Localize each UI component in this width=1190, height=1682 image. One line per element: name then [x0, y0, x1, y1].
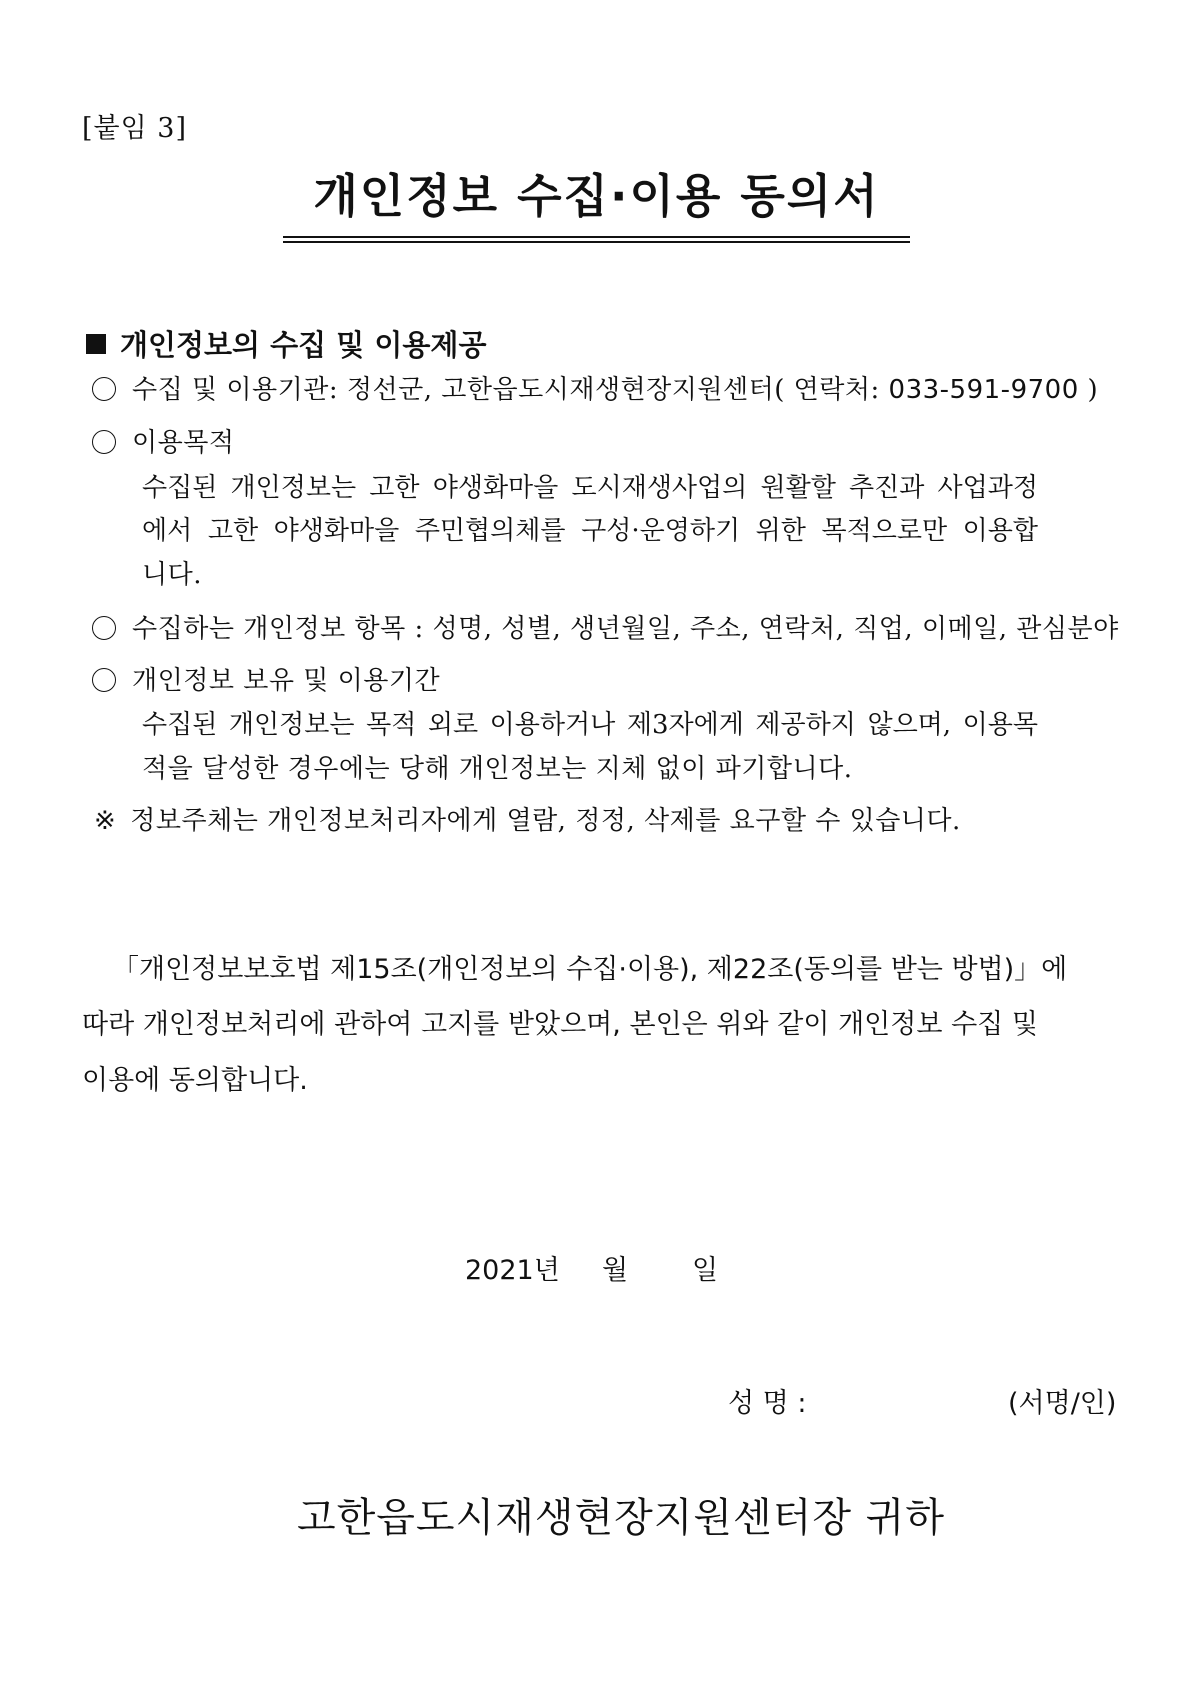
document-title: 개인정보 수집·이용 동의서: [313, 169, 880, 223]
circle-bullet-icon: [92, 377, 116, 401]
purpose-title: 이용목적: [132, 428, 235, 458]
retention-line-2: 적을 달성한 경우에는 당해 개인정보는 지체 없이 파기합니다.: [142, 754, 853, 784]
date-month: 월: [602, 1255, 629, 1286]
section-heading: [86, 323, 486, 364]
circle-bullet-icon: [92, 668, 116, 692]
purpose-line-1: 수집된 개인정보는 고한 야생화마을 도시재생사업의 원활할 추진과 사업과정: [142, 473, 1038, 503]
title-double-underline: [283, 236, 910, 243]
collector-label: 수집 및 이용기관: 정선군, 고한읍도시재생현장지원센터( 연락처:: [132, 375, 889, 405]
attachment-label: [붙임 3]: [82, 113, 187, 144]
addressee: 고한읍도시재생현장지원센터장 귀하: [297, 1495, 945, 1541]
retention-line-1: 수집된 개인정보는 목적 외로 이용하거나 제3자에게 제공하지 않으며, 이용목: [142, 710, 1038, 740]
title-block: [283, 168, 910, 243]
fields-item: [92, 608, 1119, 645]
fields-text: 수집하는 개인정보 항목 : 성명, 성별, 생년월일, 주소, 연락처, 직업, 이메일, 관심분야: [132, 614, 1119, 644]
signature-label: 성 명 :: [728, 1388, 807, 1419]
collector-item: [92, 369, 1098, 406]
purpose-line-3: 니다.: [142, 560, 202, 590]
date-year: 2021년: [465, 1255, 560, 1286]
consent-line-3: 이용에 동의합니다.: [82, 1065, 308, 1096]
consent-line-1: 「개인정보보호법 제15조(개인정보의 수집·이용), 제22조(동의를 받는 방법)」에: [112, 954, 1068, 985]
retention-item: [92, 660, 440, 697]
black-square-icon: [86, 334, 106, 354]
circle-bullet-icon: [92, 430, 116, 454]
consent-line-2: 따라 개인정보처리에 관하여 고지를 받았으며, 본인은 위와 같이 개인정보 수집 및: [82, 1009, 1038, 1040]
collector-close: ): [1078, 375, 1099, 405]
purpose-line-2: 에서 고한 야생화마을 주민협의체를 구성·운영하기 위한 목적으로만 이용합: [142, 516, 1038, 546]
collector-phone: 033-591-9700: [888, 375, 1079, 405]
retention-title: 개인정보 보유 및 이용기간: [132, 666, 441, 696]
note-item: [94, 800, 961, 837]
date-day: 일: [692, 1255, 719, 1286]
circle-bullet-icon: [92, 616, 116, 640]
note-text: 정보주체는 개인정보처리자에게 열람, 정정, 삭제를 요구할 수 있습니다.: [130, 806, 961, 836]
section-heading-text: 개인정보의 수집 및 이용제공: [120, 328, 487, 362]
signature-mark: (서명/인): [1008, 1388, 1117, 1419]
purpose-item: [92, 422, 234, 459]
reference-mark-icon: ※: [94, 806, 117, 836]
